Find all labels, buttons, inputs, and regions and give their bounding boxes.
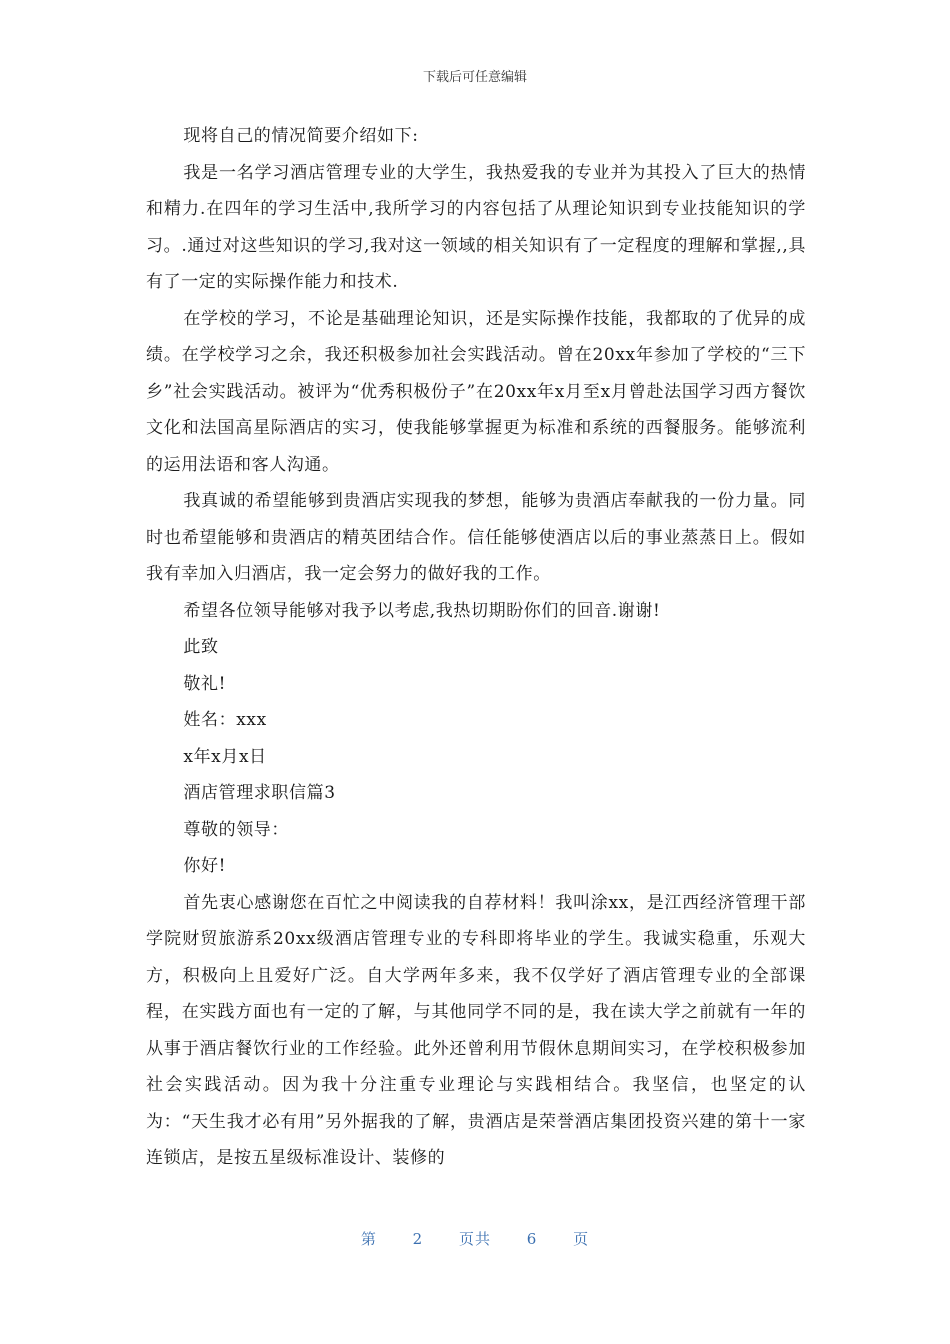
closing-salutation: 此致 (183, 637, 219, 657)
paragraph-background: 我是一名学习酒店管理专业的大学生，我热爱我的专业并为其投入了巨大的热情和精力.在四年的学习生活中,我所学习的内容包括了从理论知识到专业技能知识的学习。.通过对这些知识的学习,我对这一领域的相关知识有了一定程度的理解和掌握,,具有了一定的实际操作能力和技术. (146, 162, 806, 292)
paragraph-achievements: 在学校的学习，不论是基础理论知识，还是实际操作技能，我都取的了优异的成绩。在学校学习之余，我还积极参加社会实践活动。曾在20xx年参加了学校的“三下乡”社会实践活动。被评为“优秀积极份子”在20xx年x月至x月曾赴法国学习西方餐饮文化和法国高星际酒店的实习，使我能够掌握更为标准和系统的西餐服务。能够流利的运用法语和客人沟通。 (146, 308, 806, 475)
footer-suffix: 页 (573, 1230, 590, 1248)
greeting-addressee: 尊敬的领导： (183, 819, 289, 840)
paragraph-request: 希望各位领导能够对我予以考虑,我热切期盼你们的回音.谢谢! (183, 600, 661, 621)
document-body (146, 118, 806, 1177)
signature-name: 姓名：xxx (183, 710, 267, 730)
paragraph-aspiration: 我真诚的希望能够到贵酒店实现我的梦想，能够为贵酒店奉献我的一份力量。同时也希望能够和贵酒店的精英团结合作。信任能够使酒店以后的事业蒸蒸日上。假如我有幸加入归酒店，我一定会努力的做好我的工作。 (146, 491, 806, 584)
footer-total-pages: 6 (526, 1230, 538, 1248)
paragraph-intro: 现将自己的情况简要介绍如下: (183, 126, 419, 146)
paragraph-self-introduction: 首先衷心感谢您在百忙之中阅读我的自荐材料！我叫涂xx，是江西经济管理干部学院财贸旅游系20xx级酒店管理专业的专科即将毕业的学生。我诚实稳重，乐观大方，积极向上且爱好广泛。自大学两年多来，我不仅学好了酒店管理专业的全部课程，在实践方面也有一定的了解，与其他同学不同的是，我在读大学之前就有一年的从事于酒店餐饮行业的工作经验。此外还曾利用节假休息期间实习，在学校积极参加社会实践活动。因为我十分注重专业理论与实践相结合。我坚信，也坚定的认为：“天生我才必有用”另外据我的了解，贵酒店是荣誉酒店集团投资兴建的第十一家连锁店，是按五星级标准设计、装修的 (146, 892, 806, 1168)
page-footer (0, 1228, 950, 1249)
footer-middle: 页共 (458, 1230, 491, 1248)
closing-regards: 敬礼! (183, 673, 227, 694)
section-title: 酒店管理求职信篇3 (183, 783, 336, 803)
download-note: 下载后可任意编辑 (422, 70, 527, 85)
signature-date: x年x月x日 (183, 746, 267, 767)
footer-prefix: 第 (360, 1230, 377, 1248)
footer-page-number: 2 (412, 1230, 424, 1248)
greeting-hello: 你好! (183, 856, 227, 876)
